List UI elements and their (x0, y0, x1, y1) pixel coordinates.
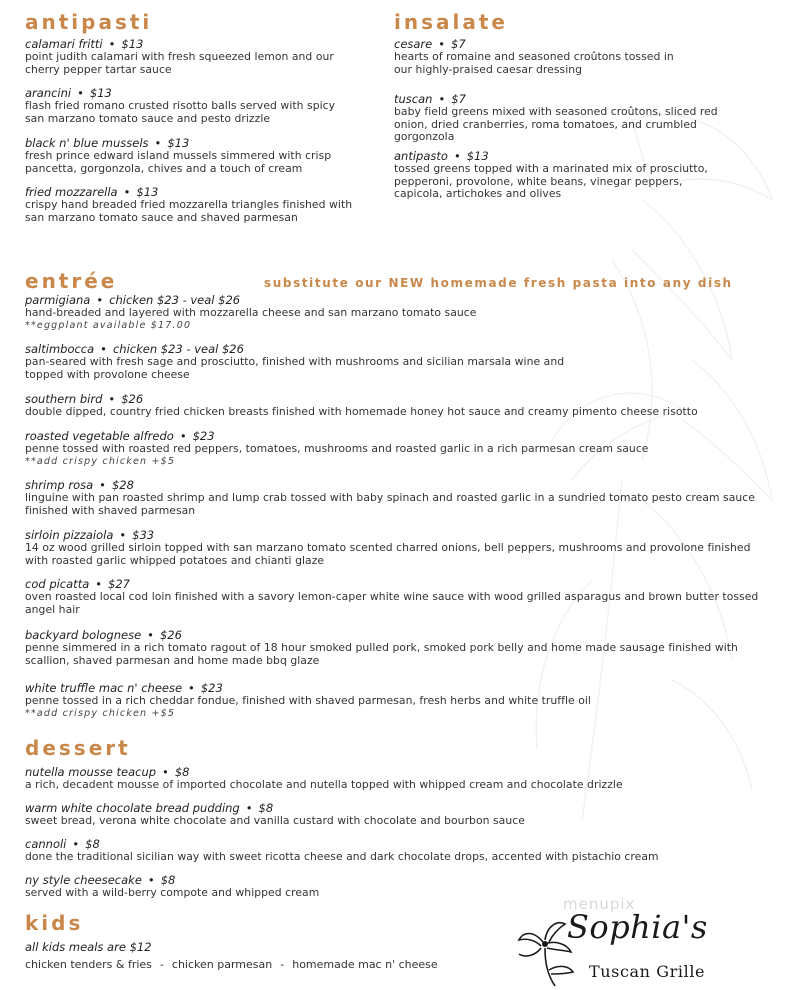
item-name: saltimbocca (25, 342, 95, 356)
menupix-watermark: menupix (563, 895, 636, 913)
item-name: black n' blue mussels (25, 136, 149, 150)
item-description: done the traditional sicilian way with sweet ricotta cheese and dark chocolate drops, accented with pistachio cream (25, 850, 659, 863)
fresh-pasta-promo: substitute our NEW homemade fresh pasta into any dish (264, 276, 733, 290)
item-description: linguine with pan roasted shrimp and lump crab tossed with baby spinach and roasted garlic in a sundried tomato pesto cream sauce finished with shaved parmesan (25, 491, 755, 517)
section-title-antipasti: antipasti (25, 10, 153, 34)
menu-item-antipasto: antipasto • $13 tossed greens topped with a marinated mix of prosciutto, pepperoni, provolone, white beans, vinegar peppers, capicola, artichokes and olives (394, 149, 724, 201)
item-price: $8 (258, 801, 274, 815)
menu-item-cod-picatta: cod picatta • $27 oven roasted local cod loin finished with a savory lemon-caper white wine sauce with wood grilled asparagus and brown butter tossed angel hair (25, 577, 765, 616)
item-price: $28 (111, 478, 134, 492)
menu-item-warm-white-chocolate-bread-pudding: warm white chocolate bread pudding • $8 sweet bread, verona white chocolate and vanilla custard with chocolate and bourbon sauce (25, 801, 765, 828)
item-description: sweet bread, verona white chocolate and vanilla custard with chocolate and bourbon sauce (25, 814, 525, 827)
item-name: tuscan (394, 92, 433, 106)
item-name: sirloin pizzaiola (25, 528, 114, 542)
item-description: penne tossed in a rich cheddar fondue, finished with shaved parmesan, fresh herbs and white truffle oil (25, 694, 591, 707)
section-title-dessert: dessert (25, 736, 131, 760)
logo-wordmark: Sophia's (567, 908, 708, 946)
item-name: warm white chocolate bread pudding (25, 801, 240, 815)
kids-price-note: all kids meals are $12 (25, 940, 152, 954)
menu-item-backyard-bolognese: backyard bolognese • $26 penne simmered in a rich tomato ragout of 18 hour smoked pulled pork, smoked pork belly and home made sausage finished with scallion, shaved parmesan and home made bbq glaze (25, 628, 765, 667)
menu-item-roasted-vegetable-alfredo: roasted vegetable alfredo • $23 penne tossed with roasted red peppers, tomatoes, mushrooms and roasted garlic in a rich parmesan cream sauce **add crispy chicken +$5 (25, 429, 765, 467)
kids-separator: - (280, 958, 285, 971)
item-description: baby field greens mixed with seasoned croûtons, sliced red onion, dried cranberries, roma tomatoes, and crumbled gorgonzola (394, 105, 718, 143)
item-name: fried mozzarella (25, 185, 118, 199)
item-price: $7 (451, 37, 466, 51)
item-name: parmigiana (25, 293, 91, 307)
kids-item: chicken tenders & fries (25, 958, 152, 971)
item-price: chicken $23 - veal $26 (109, 293, 241, 307)
item-name: cannoli (25, 837, 67, 851)
item-description: pan-seared with fresh sage and prosciutto, finished with mushrooms and sicilian marsala wine and topped with provolone cheese (25, 355, 565, 381)
item-description: penne tossed with roasted red peppers, tomatoes, mushrooms and roasted garlic in a rich parmesan cream sauce (25, 442, 649, 455)
section-title-kids: kids (25, 911, 84, 935)
item-description: oven roasted local cod loin finished with a savory lemon-caper white wine sauce with wood grilled asparagus and brown butter tossed angel hair (25, 590, 759, 616)
kids-menu-list (25, 958, 438, 971)
item-note: **add crispy chicken +$5 (25, 455, 176, 467)
menu-item-sirloin-pizzaiola: sirloin pizzaiola • $33 14 oz wood grilled sirloin topped with san marzano tomato scented charred onions, bell peppers, mushrooms and provolone finished with roasted garlic whipped potatoes and chianti glaze (25, 528, 770, 567)
item-name: cod picatta (25, 577, 90, 591)
menu-item-black-n-blue-mussels: black n' blue mussels • $13 fresh prince edward island mussels simmered with crisp pancetta, gorgonzola, chives and a touch of cream (25, 136, 375, 175)
item-description: crispy hand breaded fried mozzarella triangles finished with san marzano tomato sauce and shaved parmesan (25, 198, 353, 224)
lily-flower-icon (515, 912, 575, 988)
item-name: cesare (394, 37, 433, 51)
item-description: tossed greens topped with a marinated mix of prosciutto, pepperoni, provolone, white beans, vinegar peppers, capicola, artichokes and olives (394, 162, 708, 200)
logo-subtitle: Tuscan Grille (589, 962, 706, 981)
item-description: a rich, decadent mousse of imported chocolate and nutella topped with whipped cream and chocolate drizzle (25, 778, 623, 791)
item-description: 14 oz wood grilled sirloin topped with san marzano tomato scented charred onions, bell peppers, mushrooms and provolone finished with roasted garlic whipped potatoes and chianti glaze (25, 541, 751, 567)
item-note: **eggplant available $17.00 (25, 319, 192, 331)
item-price: $13 (89, 86, 112, 100)
menu-item-arancini: arancini • $13 flash fried romano crusted risotto balls served with spicy san marzano tomato sauce and pesto drizzle (25, 86, 355, 125)
item-price: $8 (85, 837, 100, 851)
item-price: chicken $23 - veal $26 (112, 342, 244, 356)
menu-item-fried-mozzarella: fried mozzarella • $13 crispy hand breaded fried mozzarella triangles finished with san marzano tomato sauce and shaved parmesan (25, 185, 370, 224)
kids-item: chicken parmesan (171, 958, 273, 971)
item-name: calamari fritti (25, 37, 103, 51)
menu-item-ny-style-cheesecake: ny style cheesecake • $8 served with a wild-berry compote and whipped cream (25, 873, 525, 900)
section-title-entree: entrée (25, 269, 118, 293)
item-price: $23 (200, 681, 223, 695)
item-name: arancini (25, 86, 72, 100)
item-name: southern bird (25, 392, 103, 406)
menu-item-cannoli: cannoli • $8 done the traditional sicilian way with sweet ricotta cheese and dark chocolate drops, accented with pistachio cream (25, 837, 765, 864)
item-price: $13 (121, 37, 144, 51)
item-description: point judith calamari with fresh squeezed lemon and our cherry pepper tartar sauce (25, 50, 334, 76)
item-description: double dipped, country fried chicken breasts finished with homemade honey hot sauce and creamy pimento cheese risotto (25, 405, 698, 418)
item-name: nutella mousse teacup (25, 765, 157, 779)
item-price: $26 (159, 628, 182, 642)
kids-item: homemade mac n' cheese (292, 958, 438, 971)
menu-item-tuscan: tuscan • $7 baby field greens mixed with seasoned croûtons, sliced red onion, dried cranberries, roma tomatoes, and crumbled gorgonzola (394, 92, 744, 144)
menu-item-parmigiana: parmigiana • chicken $23 - veal $26 hand-breaded and layered with mozzarella cheese and san marzano tomato sauce **eggplant available $17.00 (25, 293, 765, 331)
item-description: flash fried romano crusted risotto balls served with spicy san marzano tomato sauce and pesto drizzle (25, 99, 336, 125)
item-price: $13 (136, 185, 159, 199)
menu-item-white-truffle-mac-n-cheese: white truffle mac n' cheese • $23 penne tossed in a rich cheddar fondue, finished with shaved parmesan, fresh herbs and white truffle oil **add crispy chicken +$5 (25, 681, 765, 719)
item-name: backyard bolognese (25, 628, 142, 642)
menu-item-calamari-fritti: calamari fritti • $13 point judith calamari with fresh squeezed lemon and our cherry pepper tartar sauce (25, 37, 365, 76)
item-price: $8 (174, 765, 190, 779)
item-description: hand-breaded and layered with mozzarella cheese and san marzano tomato sauce (25, 306, 477, 319)
item-name: ny style cheesecake (25, 873, 142, 887)
item-note: **add crispy chicken +$5 (25, 707, 176, 719)
menu-item-southern-bird: southern bird • $26 double dipped, country fried chicken breasts finished with homemade honey hot sauce and creamy pimento cheese risotto (25, 392, 765, 419)
menu-item-cesare: cesare • $7 hearts of romaine and seasoned croûtons tossed in our highly-praised caesar dressing (394, 37, 694, 76)
item-price: $33 (132, 528, 155, 542)
item-price: $13 (167, 136, 190, 150)
item-description: hearts of romaine and seasoned croûtons tossed in our highly-praised caesar dressing (394, 50, 674, 76)
menu-item-shrimp-rosa: shrimp rosa • $28 linguine with pan roasted shrimp and lump crab tossed with baby spinach and roasted garlic in a sundried tomato pesto cream sauce finished with shaved parmesan (25, 478, 765, 517)
kids-separator: - (159, 958, 164, 971)
item-name: shrimp rosa (25, 478, 94, 492)
item-name: white truffle mac n' cheese (25, 681, 183, 695)
item-description: fresh prince edward island mussels simmered with crisp pancetta, gorgonzola, chives and a touch of cream (25, 149, 332, 175)
item-description: penne simmered in a rich tomato ragout of 18 hour smoked pulled pork, smoked pork belly and home made sausage finished with scallion, shaved parmesan and home made bbq glaze (25, 641, 738, 667)
item-price: $7 (451, 92, 466, 106)
item-price: $23 (192, 429, 215, 443)
item-price: $26 (121, 392, 144, 406)
menu-item-saltimbocca: saltimbocca • chicken $23 - veal $26 pan-seared with fresh sage and prosciutto, finished with mushrooms and sicilian marsala wine and topped with provolone cheese (25, 342, 595, 381)
item-price: $27 (108, 577, 130, 591)
section-title-insalate: insalate (394, 10, 508, 34)
item-price: $8 (160, 873, 176, 887)
restaurant-logo (515, 895, 775, 988)
menu-item-nutella-mousse-teacup: nutella mousse teacup • $8 a rich, decadent mousse of imported chocolate and nutella topped with whipped cream and chocolate drizzle (25, 765, 765, 792)
item-price: $13 (466, 149, 489, 163)
item-description: served with a wild-berry compote and whipped cream (25, 886, 320, 899)
item-name: antipasto (394, 149, 448, 163)
item-name: roasted vegetable alfredo (25, 429, 174, 443)
